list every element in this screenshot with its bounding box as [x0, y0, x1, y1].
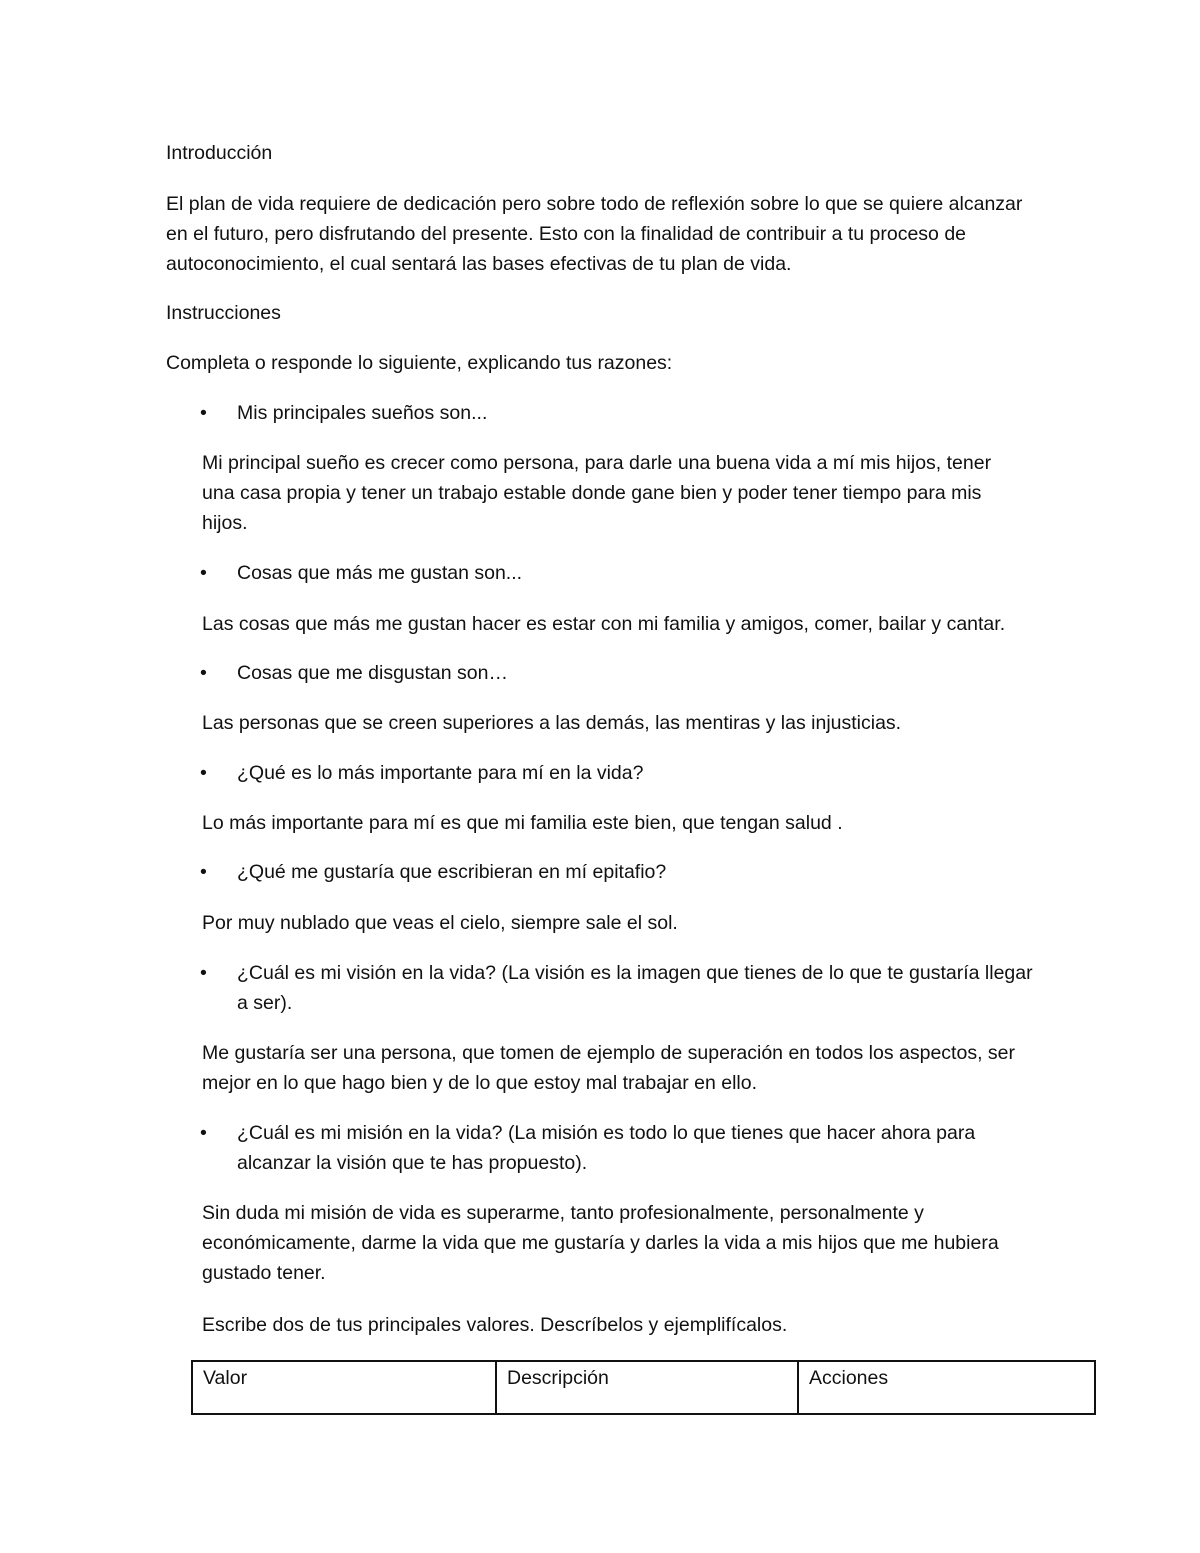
table-header-acciones: Acciones [798, 1361, 1095, 1414]
question-most-important: ¿Qué es lo más importante para mí en la vida? [237, 762, 644, 784]
answer-vision-line-1: Me gustaría ser una persona, que tomen de ejemplo de superación en todos los aspectos, ser [202, 1042, 1015, 1064]
table-header-descripcion: Descripción [496, 1361, 798, 1414]
instructions-text: Completa o responde lo siguiente, explicando tus razones: [166, 352, 673, 374]
answer-likes-line-1: Las cosas que más me gustan hacer es estar con mi familia y amigos, comer, bailar y cantar. [202, 613, 1006, 635]
values-prompt: Escribe dos de tus principales valores. Descríbelos y ejemplifícalos. [202, 1314, 788, 1336]
answer-mission-line-3: gustado tener. [202, 1262, 326, 1284]
question-vision-line-2: a ser). [237, 992, 293, 1014]
question-mission-line-1: ¿Cuál es mi misión en la vida? (La misión es todo lo que tienes que hacer ahora para [237, 1122, 976, 1144]
answer-dreams-line-3: hijos. [202, 512, 248, 534]
values-table-header-row [192, 1361, 1095, 1414]
question-dislikes: Cosas que me disgustan son… [237, 662, 508, 684]
bullet-icon: • [200, 662, 207, 684]
question-vision-line-1: ¿Cuál es mi visión en la vida? (La visión es la imagen que tienes de lo que te gustaría llegar [237, 962, 1033, 984]
intro-heading: Introducción [166, 142, 273, 164]
bullet-icon: • [200, 1122, 207, 1144]
answer-dreams-line-1: Mi principal sueño es crecer como persona, para darle una buena vida a mí mis hijos, tener [202, 452, 992, 474]
bullet-icon: • [200, 762, 207, 784]
answer-dislikes-line-1: Las personas que se creen superiores a las demás, las mentiras y las injusticias. [202, 712, 902, 734]
bullet-icon: • [200, 562, 207, 584]
values-table [191, 1360, 1096, 1415]
instructions-heading: Instrucciones [166, 302, 281, 324]
question-dreams: Mis principales sueños son... [237, 402, 488, 424]
intro-line-3: autoconocimiento, el cual sentará las bases efectivas de tu plan de vida. [166, 253, 792, 275]
answer-most-important-line-1: Lo más importante para mí es que mi familia este bien, que tengan salud . [202, 812, 843, 834]
intro-line-1: El plan de vida requiere de dedicación pero sobre todo de reflexión sobre lo que se quiere alcanzar [166, 193, 1023, 215]
answer-epitaph-line-1: Por muy nublado que veas el cielo, siempre sale el sol. [202, 912, 678, 934]
answer-mission-line-2: económicamente, darme la vida que me gustaría y darles la vida a mis hijos que me hubiera [202, 1232, 999, 1254]
answer-dreams-line-2: una casa propia y tener un trabajo estable donde gane bien y poder tener tiempo para mis [202, 482, 982, 504]
bullet-icon: • [200, 402, 207, 424]
question-likes: Cosas que más me gustan son... [237, 562, 523, 584]
bullet-icon: • [200, 861, 207, 883]
answer-mission-line-1: Sin duda mi misión de vida es superarme, tanto profesionalmente, personalmente y [202, 1202, 924, 1224]
question-mission-line-2: alcanzar la visión que te has propuesto). [237, 1152, 588, 1174]
question-epitaph: ¿Qué me gustaría que escribieran en mí epitafio? [237, 861, 667, 883]
answer-vision-line-2: mejor en lo que hago bien y de lo que estoy mal trabajar en ello. [202, 1072, 758, 1094]
table-header-valor: Valor [192, 1361, 496, 1414]
bullet-icon: • [200, 962, 207, 984]
intro-line-2: en el futuro, pero disfrutando del presente. Esto con la finalidad de contribuir a tu proceso de [166, 223, 967, 245]
